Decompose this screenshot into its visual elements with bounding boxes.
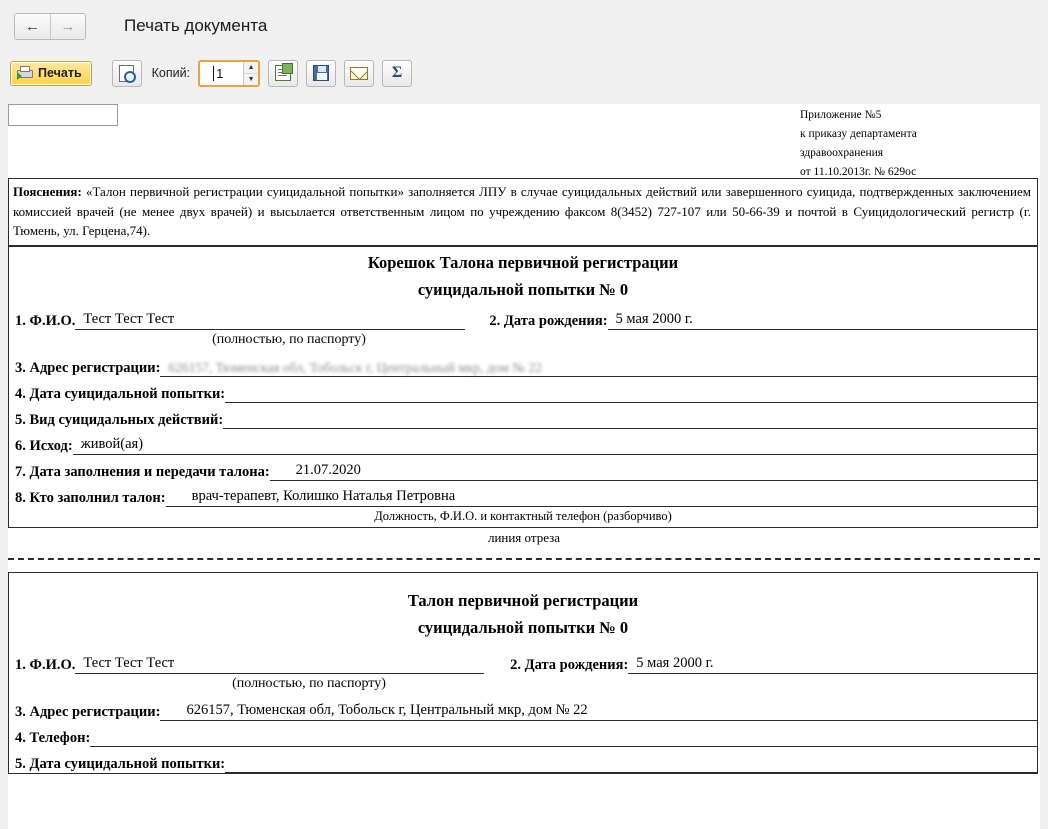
stub-outcome-field[interactable] — [73, 433, 1037, 455]
explanation-text-block — [9, 179, 1037, 245]
main-cell — [9, 572, 1038, 773]
copies-decrease-button[interactable]: ▼ — [247, 75, 255, 83]
document-header — [8, 104, 1040, 178]
stub-attempt-date-row — [9, 377, 1037, 403]
main-phone-value — [90, 745, 104, 746]
stub-fill-date-row — [9, 455, 1037, 481]
main-fio-caption: (полностью, по паспорту) — [232, 675, 386, 691]
save-button[interactable] — [306, 60, 336, 87]
stub-filled-by-caption: Должность, Ф.И.О. и контактный телефон (разборчиво) — [374, 508, 672, 523]
stub-attempt-date-field[interactable] — [225, 381, 1037, 403]
stub-outcome-row — [9, 429, 1037, 455]
document-preview[interactable] — [8, 104, 1040, 829]
explanation-cell — [9, 179, 1038, 246]
main-fio-field[interactable] — [75, 652, 484, 674]
stub-filled-by-field[interactable] — [166, 485, 1037, 507]
copies-spin-arrows[interactable] — [243, 62, 258, 85]
main-phone-label: 4. Телефон: — [15, 729, 91, 746]
main-address-value: 626157, Тюменская обл, Тобольск г, Центральный мкр, дом № 22 — [186, 701, 588, 718]
appendix-line-3: здравоохранения — [800, 147, 884, 159]
arrow-right-icon[interactable]: → — [50, 14, 85, 39]
print-preview-button[interactable] — [112, 60, 142, 87]
appendix-line-2: к приказу департамента — [800, 128, 917, 140]
stub-title-line-2: суицидальной попытки № 0 — [417, 279, 629, 299]
send-mail-icon — [350, 67, 368, 80]
stub-birth-value: 5 мая 2000 г. — [615, 310, 693, 327]
print-button-label: Печать — [38, 66, 82, 80]
stub-action-kind-label: 5. Вид суицидальных действий: — [15, 411, 224, 428]
main-attempt-date-row — [9, 747, 1037, 773]
main-title-line-1: Талон первичной регистрации — [407, 590, 639, 610]
stub-address-field[interactable] — [160, 355, 1037, 377]
copies-stepper[interactable] — [198, 60, 260, 87]
stub-fill-date-value: 21.07.2020 — [295, 461, 361, 478]
stub-title-line-1: Корешок Талона первичной регистрации — [367, 252, 679, 272]
print-toolbar — [0, 52, 1048, 94]
stub-outcome-label: 6. Исход: — [15, 437, 73, 454]
explanation-text: «Талон первичной регистрации суицидальной попытки» заполняется ЛПУ в случае суицидальных действий или завершенного суицида, подтвержденных заключением комиссией врачей (не менее двух врачей) и высылается ответственным лицом по учреждению факсом 8(3452) 727-107 или 50-66-39 и почтой в Суицидологический регистр (г. Тюмень, ул. Герцена,74). — [13, 184, 1032, 238]
print-preview-icon — [119, 65, 134, 82]
send-mail-button[interactable] — [344, 60, 374, 87]
main-birth-label: 2. Дата рождения: — [510, 656, 629, 673]
main-top-spacer — [9, 573, 1037, 585]
cut-line-dashes — [8, 558, 1040, 560]
appendix-line-4: от 11.10.2013г. № 629ос — [800, 166, 917, 178]
stub-filled-by-row — [9, 481, 1037, 507]
table-row — [9, 246, 1038, 527]
page-setup-button[interactable] — [268, 60, 298, 87]
stub-fill-date-label: 7. Дата заполнения и передачи талона: — [15, 463, 270, 480]
table-row — [9, 179, 1038, 246]
printer-icon — [17, 66, 33, 80]
sum-icon: Σ — [391, 64, 403, 81]
cut-line — [8, 528, 1040, 572]
window-titlebar — [0, 0, 1048, 52]
main-attempt-date-label: 5. Дата суицидальной попытки: — [15, 755, 226, 772]
stub-action-kind-value — [223, 427, 237, 428]
save-icon — [313, 65, 329, 81]
main-birth-value: 5 мая 2000 г. — [636, 654, 714, 671]
navigation-buttons — [14, 13, 86, 40]
main-address-label: 3. Адрес регистрации: — [15, 703, 161, 720]
document-table-explanation — [8, 178, 1038, 246]
stub-fio-caption: (полностью, по паспорту) — [212, 331, 366, 347]
stub-action-kind-field[interactable] — [223, 407, 1037, 429]
copies-label: Копий: — [151, 66, 191, 80]
table-row — [9, 572, 1038, 773]
stub-filled-by-label: 8. Кто заполнил талон: — [15, 489, 166, 506]
copies-increase-button[interactable]: ▲ — [244, 62, 258, 74]
stub-birth-label: 2. Дата рождения: — [489, 312, 608, 329]
main-fio-row — [9, 648, 1037, 674]
main-address-field[interactable] — [160, 699, 1037, 721]
stub-fio-label: 1. Ф.И.О. — [15, 312, 76, 329]
main-phone-row — [9, 721, 1037, 747]
appendix-line-1: Приложение №5 — [800, 109, 882, 121]
stub-attempt-date-value — [225, 401, 239, 402]
stub-filled-by-value: врач-терапевт, Колишко Наталья Петровна — [191, 487, 456, 504]
main-attempt-date-field[interactable] — [225, 751, 1037, 773]
stub-address-row — [9, 351, 1037, 377]
stub-birth-field[interactable] — [608, 308, 1037, 330]
cut-line-label: линия отреза — [487, 529, 561, 545]
stub-fio-field[interactable] — [75, 308, 465, 330]
print-button[interactable] — [10, 61, 92, 86]
stub-fill-date-field[interactable] — [270, 459, 1037, 481]
arrow-left-icon[interactable]: ← — [15, 14, 50, 39]
stub-fio-value: Тест Тест Тест — [83, 310, 175, 327]
main-birth-field[interactable] — [628, 652, 1037, 674]
copies-input[interactable]: 1 — [200, 62, 243, 85]
main-title-line-2: суицидальной попытки № 0 — [417, 617, 629, 637]
header-appendix-block — [800, 104, 1040, 178]
stub-fio-row — [9, 304, 1037, 330]
page-setup-icon — [275, 65, 291, 81]
main-fio-value: Тест Тест Тест — [83, 654, 175, 671]
sum-button[interactable] — [382, 60, 412, 87]
stub-address-value: 626157, Тюменская обл, Тобольск г, Центральный мкр, дом № 22 — [168, 359, 542, 375]
stub-cell — [9, 246, 1038, 527]
stub-attempt-date-label: 4. Дата суицидальной попытки: — [15, 385, 226, 402]
main-attempt-date-value — [225, 771, 239, 772]
explanation-label: Пояснения: — [13, 184, 82, 199]
page-title: Печать документа — [124, 16, 268, 35]
stub-outcome-value: живой(ая) — [80, 435, 144, 452]
document-table-main — [8, 572, 1038, 774]
stub-action-kind-row — [9, 403, 1037, 429]
main-address-row — [9, 695, 1037, 721]
document-table-stub — [8, 246, 1038, 528]
main-fio-label: 1. Ф.И.О. — [15, 656, 76, 673]
header-empty-cell — [8, 104, 118, 126]
main-phone-field[interactable] — [90, 725, 1037, 747]
stub-address-label: 3. Адрес регистрации: — [15, 359, 161, 376]
